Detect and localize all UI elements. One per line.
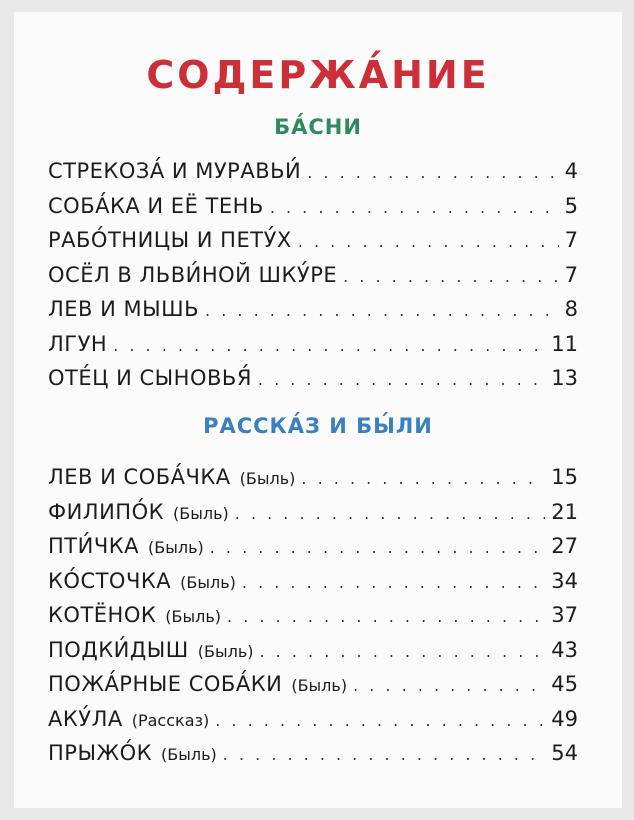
dot-leader [227,604,545,630]
toc-entry [48,533,578,568]
toc-entry [48,296,578,331]
toc-entry-title: РАБО́ТНИЦЫ И ПЕТУ́Х [48,228,292,252]
toc-entry-genre-note: (Быль) [180,572,236,592]
toc-entry-title: ЛЕВ И МЫШЬ [48,297,200,321]
dot-leader [343,264,559,290]
dot-leader [301,466,545,492]
toc-entry [48,671,578,706]
toc-entry-page-number: 34 [551,568,578,593]
book-page [14,12,622,808]
dot-leader [242,570,545,596]
page-title: СОДЕРЖА́НИЕ [146,53,490,97]
toc-entry-genre-note: (Быль) [148,538,204,557]
toc-entry-page-number: 21 [551,499,578,524]
dot-leader [270,195,559,221]
toc-entry [48,568,578,603]
section-heading-fables: БА́СНИ [274,115,362,139]
toc-entry [48,331,578,366]
dot-leader [205,298,559,324]
toc-entry-genre-note: (Быль) [161,745,217,764]
dot-leader [235,501,545,527]
toc-entry [48,464,578,499]
toc-entry-page-number: 7 [564,228,578,252]
toc-entry [48,158,578,193]
toc-entry-page-number: 45 [551,672,578,696]
toc-entry-page-number: 7 [564,262,578,287]
toc-entry-page-number: 27 [551,534,578,558]
dot-leader [210,535,546,561]
toc-list-stories [48,464,578,775]
toc-entry-title: ОТЕ́Ц И СЫНОВЬЯ́ [48,366,252,390]
toc-entry-page-number: 4 [564,159,578,183]
dot-leader [215,708,545,734]
section-heading-stories: РАССКА́З И БЫ́ЛИ [203,414,433,438]
dot-leader [113,333,545,359]
toc-entry-title: ПРЫЖО́К [48,741,153,765]
toc-entry-page-number: 8 [564,297,578,321]
toc-entry-genre-note: (Быль) [291,676,348,695]
toc-entry-page-number: 43 [551,637,578,662]
toc-entry-genre-note: (Быль) [197,641,254,661]
toc-entry-page-number: 37 [551,603,578,627]
toc-entry-title: СТРЕКОЗА́ И МУРАВЬИ́ [48,159,302,183]
toc-entry-page-number: 13 [551,366,578,390]
toc-entry-title: ЛЕВ И СОБА́ЧКА [48,465,231,489]
dot-leader [260,639,546,665]
toc-entry-title: ОСЁЛ В ЛЬВИ́НОЙ ШКУ́РЕ [48,262,338,287]
toc-entry [48,365,578,400]
toc-entry-title: КО́СТОЧКА [48,568,172,593]
toc-entry-page-number: 5 [564,193,578,218]
toc-entry-page-number: 15 [551,465,578,489]
dot-leader [307,160,558,186]
toc-entry-title: КОТЁНОК [48,603,157,627]
toc-entry-title: ПТИ́ЧКА [48,534,139,558]
dot-leader [298,229,559,255]
toc-entry [48,602,578,637]
toc-entry-title: ПОДКИ́ДЫШ [48,637,189,662]
toc-entry [48,637,578,672]
toc-entry [48,706,578,741]
toc-entry-genre-note: (Быль) [165,607,222,626]
dot-leader [353,673,545,699]
toc-entry [48,227,578,262]
toc-entry-title: ФИЛИПО́К [48,499,165,524]
toc-entry-title: ЛГУН [48,331,108,356]
toc-entry-page-number: 54 [551,741,578,765]
toc-entry-page-number: 49 [551,706,578,731]
toc-list-fables [48,158,578,400]
toc-entry-page-number: 11 [551,331,578,356]
toc-entry-genre-note: (Быль) [239,469,296,488]
toc-entry-title: ПОЖА́РНЫЕ СОБА́КИ [48,672,283,696]
toc-entry-genre-note: (Быль) [173,503,229,523]
dot-leader [223,742,545,768]
toc-entry [48,499,578,534]
toc-entry-title: АКУ́ЛА [48,706,123,731]
toc-entry-genre-note: (Рассказ) [131,710,210,730]
toc-entry [48,740,578,775]
toc-entry [48,262,578,297]
toc-entry [48,193,578,228]
dot-leader [258,367,545,393]
toc-entry-title: СОБА́КА И ЕЁ ТЕНЬ [48,193,264,218]
